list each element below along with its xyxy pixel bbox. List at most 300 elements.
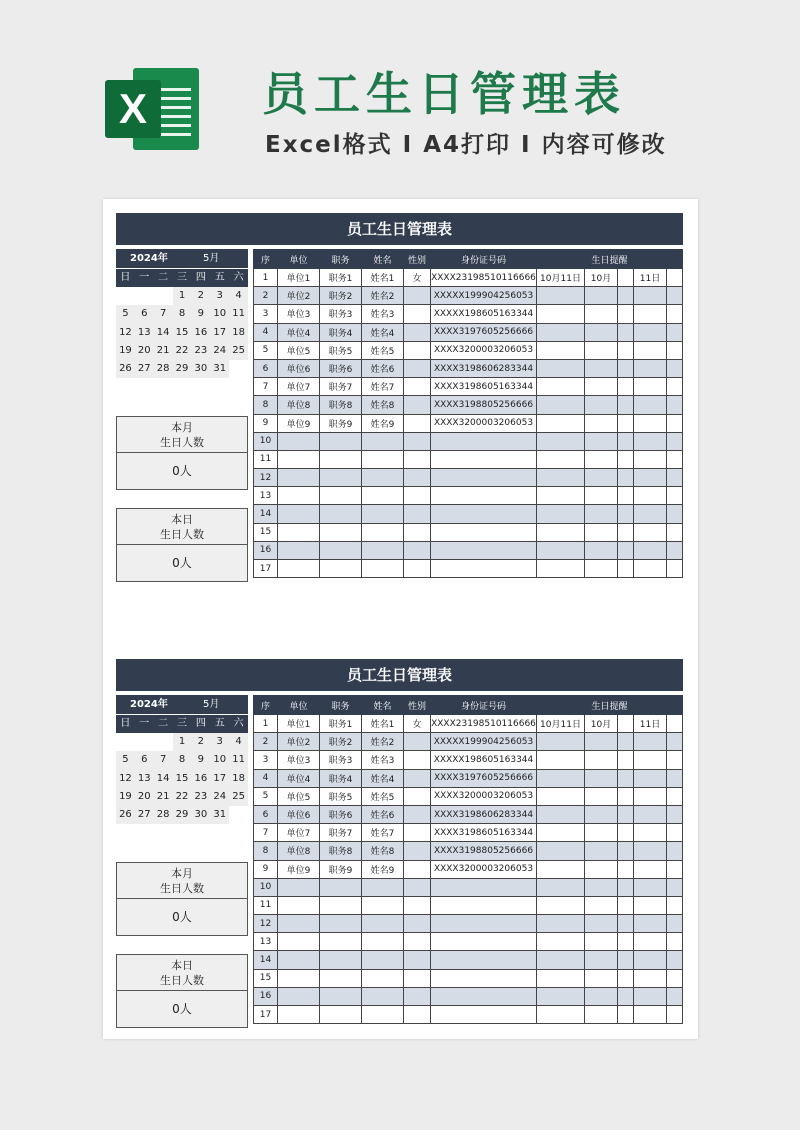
table-cell[interactable]: 姓名7 [362, 378, 404, 396]
calendar-day[interactable]: 9 [191, 751, 210, 769]
table-cell[interactable] [404, 805, 431, 823]
table-cell[interactable] [278, 1006, 320, 1024]
table-cell[interactable] [618, 359, 634, 377]
table-cell[interactable]: 16 [254, 541, 278, 559]
calendar-day[interactable]: 12 [116, 324, 135, 342]
table-cell[interactable]: 3 [254, 305, 278, 323]
calendar-day[interactable]: 23 [191, 788, 210, 806]
table-cell[interactable] [585, 378, 618, 396]
table-cell[interactable]: XXXX23198510116666 [431, 269, 537, 287]
table-cell[interactable] [634, 487, 667, 505]
table-cell[interactable] [667, 1006, 683, 1024]
table-cell[interactable]: 1 [254, 715, 278, 733]
table-cell[interactable]: XXXX3198606283344 [431, 359, 537, 377]
table-cell[interactable]: 9 [254, 414, 278, 432]
calendar-day[interactable]: 31 [210, 360, 229, 378]
table-cell[interactable] [537, 287, 585, 305]
table-cell[interactable] [585, 842, 618, 860]
table-cell[interactable] [618, 560, 634, 578]
table-cell[interactable] [618, 751, 634, 769]
table-cell[interactable] [618, 933, 634, 951]
table-cell[interactable] [278, 896, 320, 914]
table-cell[interactable] [667, 541, 683, 559]
col-index[interactable]: 序 [254, 250, 278, 269]
table-cell[interactable] [585, 523, 618, 541]
calendar-day[interactable]: 28 [154, 806, 173, 824]
calendar-day[interactable]: 2 [191, 287, 210, 305]
table-cell[interactable] [362, 915, 404, 933]
table-cell[interactable] [431, 951, 537, 969]
table-cell[interactable] [585, 969, 618, 987]
table-cell[interactable]: 单位4 [278, 323, 320, 341]
table-cell[interactable] [618, 378, 634, 396]
table-cell[interactable]: 单位8 [278, 842, 320, 860]
table-cell[interactable] [404, 787, 431, 805]
table-cell[interactable] [585, 560, 618, 578]
table-cell[interactable] [362, 1006, 404, 1024]
table-cell[interactable] [362, 541, 404, 559]
table-cell[interactable] [537, 487, 585, 505]
table-cell[interactable] [618, 269, 634, 287]
col-gender[interactable]: 性别 [404, 696, 431, 715]
table-cell[interactable] [320, 878, 362, 896]
table-cell[interactable]: 姓名1 [362, 715, 404, 733]
table-cell[interactable] [667, 805, 683, 823]
table-cell[interactable]: 6 [254, 359, 278, 377]
table-cell[interactable] [537, 541, 585, 559]
calendar-day[interactable]: 19 [116, 342, 135, 360]
col-birthday-reminder[interactable]: 生日提醒 [537, 250, 683, 269]
table-cell[interactable] [667, 287, 683, 305]
table-cell[interactable] [537, 305, 585, 323]
table-cell[interactable] [537, 560, 585, 578]
table-cell[interactable] [431, 469, 537, 487]
table-cell[interactable]: 职务1 [320, 269, 362, 287]
table-cell[interactable]: 职务7 [320, 824, 362, 842]
table-cell[interactable] [634, 505, 667, 523]
table-cell[interactable] [585, 341, 618, 359]
table-cell[interactable] [634, 560, 667, 578]
table-cell[interactable]: XXXX3198805256666 [431, 842, 537, 860]
calendar-day[interactable]: 5 [116, 751, 135, 769]
table-cell[interactable] [667, 323, 683, 341]
calendar-day[interactable]: 1 [173, 733, 192, 751]
table-cell[interactable] [537, 842, 585, 860]
calendar-day[interactable]: 17 [210, 770, 229, 788]
table-cell[interactable] [537, 432, 585, 450]
calendar-day[interactable]: 14 [154, 770, 173, 788]
table-cell[interactable] [634, 287, 667, 305]
calendar-day[interactable]: 6 [135, 751, 154, 769]
calendar-day[interactable]: 26 [116, 360, 135, 378]
table-cell[interactable] [667, 969, 683, 987]
table-cell[interactable]: XXXX3200003206053 [431, 787, 537, 805]
table-cell[interactable] [618, 541, 634, 559]
table-cell[interactable] [278, 987, 320, 1005]
table-cell[interactable]: 12 [254, 469, 278, 487]
table-cell[interactable] [618, 414, 634, 432]
table-cell[interactable] [634, 933, 667, 951]
calendar-day[interactable]: 31 [210, 806, 229, 824]
table-cell[interactable] [431, 432, 537, 450]
table-cell[interactable]: 单位3 [278, 751, 320, 769]
table-cell[interactable] [585, 787, 618, 805]
table-cell[interactable]: XXXXX198605163344 [431, 751, 537, 769]
table-cell[interactable]: 单位6 [278, 359, 320, 377]
table-cell[interactable]: 职务5 [320, 787, 362, 805]
table-cell[interactable] [537, 824, 585, 842]
table-cell[interactable]: 姓名6 [362, 805, 404, 823]
table-cell[interactable] [320, 560, 362, 578]
table-cell[interactable]: XXXX3198805256666 [431, 396, 537, 414]
table-cell[interactable]: 职务9 [320, 414, 362, 432]
table-cell[interactable]: 女 [404, 269, 431, 287]
table-cell[interactable] [618, 432, 634, 450]
table-cell[interactable] [278, 469, 320, 487]
table-cell[interactable]: 单位8 [278, 396, 320, 414]
table-cell[interactable] [362, 878, 404, 896]
table-cell[interactable] [634, 1006, 667, 1024]
table-cell[interactable] [404, 541, 431, 559]
table-cell[interactable] [585, 396, 618, 414]
table-cell[interactable] [404, 915, 431, 933]
table-cell[interactable] [634, 951, 667, 969]
table-cell[interactable]: 17 [254, 560, 278, 578]
table-cell[interactable] [618, 305, 634, 323]
table-cell[interactable] [667, 523, 683, 541]
table-cell[interactable] [634, 987, 667, 1005]
table-cell[interactable] [585, 487, 618, 505]
table-cell[interactable] [585, 751, 618, 769]
table-cell[interactable] [362, 432, 404, 450]
table-cell[interactable] [585, 1006, 618, 1024]
table-cell[interactable] [585, 860, 618, 878]
table-cell[interactable]: 职务6 [320, 805, 362, 823]
table-cell[interactable] [667, 450, 683, 468]
table-cell[interactable]: 单位2 [278, 733, 320, 751]
table-cell[interactable] [667, 359, 683, 377]
table-cell[interactable] [404, 287, 431, 305]
table-cell[interactable] [320, 487, 362, 505]
table-cell[interactable] [431, 523, 537, 541]
table-cell[interactable] [634, 523, 667, 541]
table-cell[interactable] [667, 269, 683, 287]
table-cell[interactable] [537, 378, 585, 396]
table-cell[interactable] [634, 323, 667, 341]
table-cell[interactable] [404, 878, 431, 896]
calendar-day[interactable]: 15 [173, 770, 192, 788]
calendar-day[interactable]: 23 [191, 342, 210, 360]
calendar-day[interactable]: 5 [116, 305, 135, 323]
calendar-day[interactable]: 11 [229, 305, 248, 323]
table-cell[interactable] [404, 951, 431, 969]
table-cell[interactable] [667, 733, 683, 751]
table-cell[interactable]: 4 [254, 769, 278, 787]
table-cell[interactable]: 姓名6 [362, 359, 404, 377]
table-cell[interactable] [585, 769, 618, 787]
table-cell[interactable] [585, 450, 618, 468]
table-cell[interactable] [585, 824, 618, 842]
table-cell[interactable] [404, 469, 431, 487]
table-cell[interactable]: 姓名8 [362, 842, 404, 860]
table-cell[interactable]: XXXX3197605256666 [431, 769, 537, 787]
table-cell[interactable] [634, 378, 667, 396]
calendar-day[interactable]: 27 [135, 360, 154, 378]
table-cell[interactable]: 10 [254, 432, 278, 450]
calendar-day[interactable]: 9 [191, 305, 210, 323]
table-cell[interactable] [618, 733, 634, 751]
table-cell[interactable] [537, 933, 585, 951]
table-cell[interactable]: XXXX23198510116666 [431, 715, 537, 733]
table-cell[interactable] [585, 805, 618, 823]
table-cell[interactable] [667, 860, 683, 878]
calendar-day[interactable]: 7 [154, 751, 173, 769]
calendar-day[interactable]: 24 [210, 342, 229, 360]
table-cell[interactable] [537, 733, 585, 751]
table-cell[interactable] [667, 951, 683, 969]
table-cell[interactable] [634, 414, 667, 432]
table-cell[interactable]: 2 [254, 733, 278, 751]
calendar-day[interactable]: 10 [210, 751, 229, 769]
table-cell[interactable] [404, 933, 431, 951]
table-cell[interactable] [404, 505, 431, 523]
calendar-day[interactable]: 8 [173, 751, 192, 769]
table-cell[interactable] [537, 915, 585, 933]
table-cell[interactable]: 15 [254, 523, 278, 541]
table-cell[interactable]: 姓名3 [362, 751, 404, 769]
table-cell[interactable] [667, 915, 683, 933]
table-cell[interactable] [585, 915, 618, 933]
table-cell[interactable] [320, 915, 362, 933]
table-cell[interactable]: 10 [254, 878, 278, 896]
table-cell[interactable] [634, 450, 667, 468]
calendar-day[interactable]: 18 [229, 324, 248, 342]
calendar-day[interactable]: 26 [116, 806, 135, 824]
table-cell[interactable] [537, 505, 585, 523]
table-cell[interactable]: 17 [254, 1006, 278, 1024]
table-cell[interactable] [278, 933, 320, 951]
col-position[interactable]: 职务 [320, 696, 362, 715]
calendar-day[interactable]: 21 [154, 342, 173, 360]
calendar-day[interactable]: 1 [173, 287, 192, 305]
table-cell[interactable]: 职务3 [320, 751, 362, 769]
col-id-number[interactable]: 身份证号码 [431, 250, 537, 269]
table-cell[interactable]: 11 [254, 450, 278, 468]
calendar-day[interactable]: 22 [173, 342, 192, 360]
table-cell[interactable]: 姓名4 [362, 769, 404, 787]
table-cell[interactable] [320, 450, 362, 468]
table-cell[interactable]: 单位4 [278, 769, 320, 787]
table-cell[interactable] [431, 1006, 537, 1024]
table-cell[interactable] [278, 560, 320, 578]
table-cell[interactable] [634, 787, 667, 805]
table-cell[interactable]: 4 [254, 323, 278, 341]
table-cell[interactable] [431, 878, 537, 896]
table-cell[interactable] [585, 359, 618, 377]
table-cell[interactable]: 单位6 [278, 805, 320, 823]
calendar-day[interactable]: 17 [210, 324, 229, 342]
table-cell[interactable]: 10月11日 [537, 269, 585, 287]
table-cell[interactable] [537, 523, 585, 541]
col-gender[interactable]: 性别 [404, 250, 431, 269]
table-cell[interactable]: 单位2 [278, 287, 320, 305]
table-cell[interactable] [537, 450, 585, 468]
table-cell[interactable] [278, 505, 320, 523]
table-cell[interactable] [278, 541, 320, 559]
table-cell[interactable] [431, 987, 537, 1005]
table-cell[interactable] [537, 751, 585, 769]
calendar-day[interactable]: 14 [154, 324, 173, 342]
table-cell[interactable]: 单位9 [278, 414, 320, 432]
table-cell[interactable]: 16 [254, 987, 278, 1005]
table-cell[interactable] [278, 969, 320, 987]
table-cell[interactable] [618, 824, 634, 842]
table-cell[interactable] [278, 523, 320, 541]
table-cell[interactable]: 13 [254, 933, 278, 951]
calendar-day[interactable]: 2 [191, 733, 210, 751]
table-cell[interactable] [667, 396, 683, 414]
table-cell[interactable]: 姓名9 [362, 414, 404, 432]
table-cell[interactable] [404, 1006, 431, 1024]
table-cell[interactable] [667, 769, 683, 787]
table-cell[interactable] [634, 751, 667, 769]
table-cell[interactable] [431, 560, 537, 578]
calendar-day[interactable]: 20 [135, 788, 154, 806]
table-cell[interactable] [618, 915, 634, 933]
col-id-number[interactable]: 身份证号码 [431, 696, 537, 715]
col-position[interactable]: 职务 [320, 250, 362, 269]
table-cell[interactable] [618, 769, 634, 787]
table-cell[interactable] [404, 824, 431, 842]
table-cell[interactable] [585, 896, 618, 914]
table-cell[interactable]: 职务3 [320, 305, 362, 323]
table-cell[interactable] [431, 896, 537, 914]
table-cell[interactable]: 姓名8 [362, 396, 404, 414]
table-cell[interactable] [320, 969, 362, 987]
table-cell[interactable]: 姓名5 [362, 341, 404, 359]
table-cell[interactable]: 职务2 [320, 287, 362, 305]
table-cell[interactable] [618, 1006, 634, 1024]
table-cell[interactable] [537, 359, 585, 377]
table-cell[interactable]: 12 [254, 915, 278, 933]
table-cell[interactable] [585, 733, 618, 751]
table-cell[interactable] [618, 323, 634, 341]
table-cell[interactable] [585, 878, 618, 896]
table-cell[interactable] [585, 541, 618, 559]
table-cell[interactable]: 5 [254, 787, 278, 805]
table-cell[interactable] [618, 860, 634, 878]
table-cell[interactable]: 9 [254, 860, 278, 878]
table-cell[interactable]: 职务4 [320, 769, 362, 787]
table-cell[interactable] [618, 505, 634, 523]
table-cell[interactable] [431, 450, 537, 468]
table-cell[interactable] [362, 933, 404, 951]
table-cell[interactable] [404, 414, 431, 432]
table-cell[interactable]: 单位7 [278, 378, 320, 396]
table-cell[interactable] [278, 951, 320, 969]
calendar-day[interactable]: 13 [135, 770, 154, 788]
calendar-day[interactable]: 30 [191, 360, 210, 378]
col-birthday-reminder[interactable]: 生日提醒 [537, 696, 683, 715]
table-cell[interactable] [667, 414, 683, 432]
table-cell[interactable] [585, 432, 618, 450]
table-cell[interactable]: 7 [254, 378, 278, 396]
table-cell[interactable]: 8 [254, 396, 278, 414]
table-cell[interactable] [667, 824, 683, 842]
table-cell[interactable] [362, 469, 404, 487]
table-cell[interactable] [320, 987, 362, 1005]
table-cell[interactable] [362, 951, 404, 969]
calendar-day[interactable]: 29 [173, 806, 192, 824]
table-cell[interactable] [537, 951, 585, 969]
table-cell[interactable] [537, 987, 585, 1005]
table-cell[interactable] [618, 878, 634, 896]
table-cell[interactable]: 单位9 [278, 860, 320, 878]
table-cell[interactable] [618, 842, 634, 860]
table-cell[interactable]: 7 [254, 824, 278, 842]
table-cell[interactable]: 单位5 [278, 787, 320, 805]
table-cell[interactable] [537, 860, 585, 878]
table-cell[interactable]: 10月11日 [537, 715, 585, 733]
table-cell[interactable] [618, 896, 634, 914]
table-cell[interactable]: 职务2 [320, 733, 362, 751]
table-cell[interactable] [278, 432, 320, 450]
table-cell[interactable]: 姓名2 [362, 733, 404, 751]
table-cell[interactable] [362, 987, 404, 1005]
table-cell[interactable]: 15 [254, 969, 278, 987]
calendar-day[interactable]: 4 [229, 733, 248, 751]
table-cell[interactable]: XXXXX199904256053 [431, 733, 537, 751]
table-cell[interactable]: XXXXX199904256053 [431, 287, 537, 305]
table-cell[interactable] [585, 505, 618, 523]
calendar-day[interactable]: 12 [116, 770, 135, 788]
table-cell[interactable] [404, 896, 431, 914]
table-cell[interactable] [667, 469, 683, 487]
table-cell[interactable] [404, 450, 431, 468]
table-cell[interactable] [404, 969, 431, 987]
table-cell[interactable]: XXXX3198606283344 [431, 805, 537, 823]
table-cell[interactable] [362, 505, 404, 523]
calendar-day[interactable]: 25 [229, 342, 248, 360]
table-cell[interactable] [634, 359, 667, 377]
calendar-day[interactable]: 8 [173, 305, 192, 323]
table-cell[interactable]: 11日 [634, 269, 667, 287]
table-cell[interactable] [585, 987, 618, 1005]
col-unit[interactable]: 单位 [278, 250, 320, 269]
table-cell[interactable] [404, 432, 431, 450]
table-cell[interactable] [404, 987, 431, 1005]
table-cell[interactable]: XXXX3200003206053 [431, 414, 537, 432]
calendar-day[interactable]: 16 [191, 770, 210, 788]
table-cell[interactable] [404, 733, 431, 751]
table-cell[interactable] [537, 469, 585, 487]
calendar-day[interactable]: 19 [116, 788, 135, 806]
table-cell[interactable] [404, 323, 431, 341]
table-cell[interactable] [320, 933, 362, 951]
table-cell[interactable] [618, 715, 634, 733]
table-cell[interactable]: 单位1 [278, 715, 320, 733]
table-cell[interactable] [404, 359, 431, 377]
table-cell[interactable] [667, 341, 683, 359]
table-cell[interactable] [634, 842, 667, 860]
calendar-day[interactable]: 3 [210, 287, 229, 305]
table-cell[interactable]: 10月 [585, 715, 618, 733]
table-cell[interactable] [667, 787, 683, 805]
table-cell[interactable]: 姓名2 [362, 287, 404, 305]
table-cell[interactable]: 职务6 [320, 359, 362, 377]
calendar-day[interactable]: 22 [173, 788, 192, 806]
table-cell[interactable] [585, 469, 618, 487]
